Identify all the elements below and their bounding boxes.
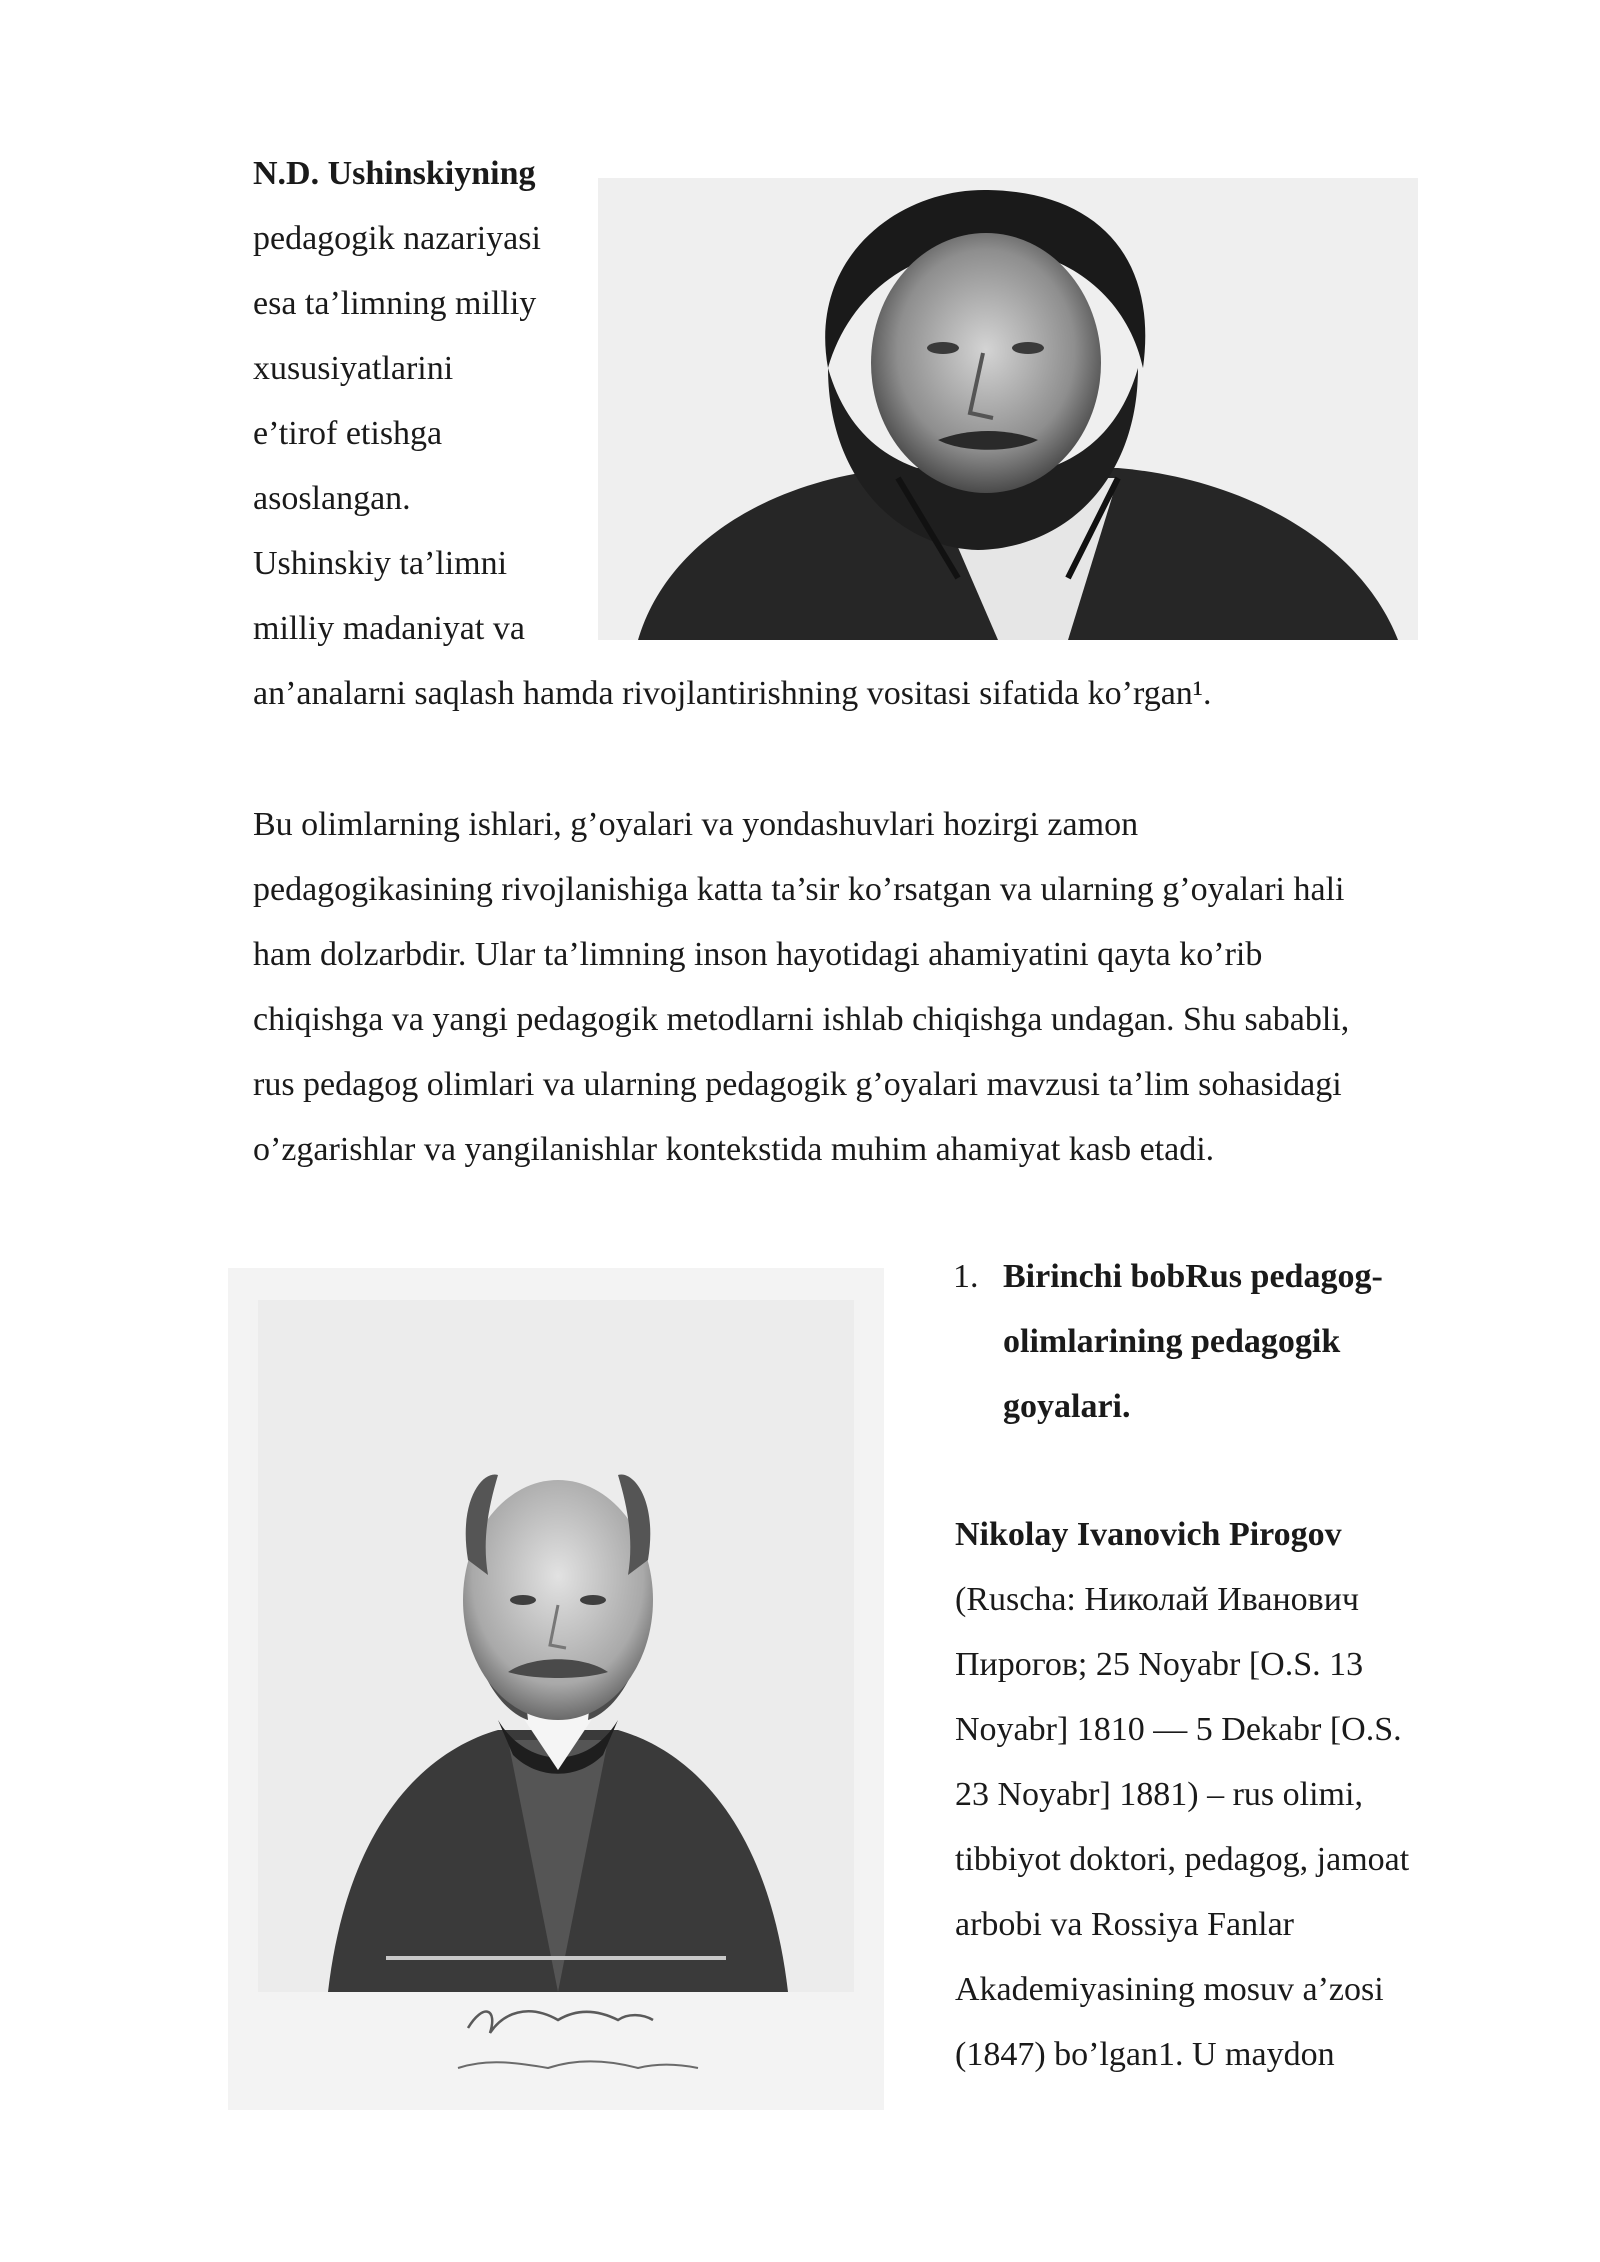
heading-number: 1. bbox=[953, 1258, 979, 1295]
paragraph-line: ham dolzarbdir. Ular ta’limning inson hayotidagi ahamiyatini qayta ko’rib bbox=[253, 936, 1263, 973]
pirogov-portrait bbox=[228, 1268, 884, 2110]
paragraph-line: milliy madaniyat va bbox=[253, 610, 525, 647]
paragraph-line: o’zgarishlar va yangilanishlar kontekstida muhim ahamiyat kasb etadi. bbox=[253, 1131, 1215, 1168]
paragraph-line: an’analarni saqlash hamda rivojlantirishning vositasi sifatida ko’rgan¹. bbox=[253, 675, 1212, 712]
pirogov-name: Nikolay Ivanovich Pirogov bbox=[955, 1516, 1342, 1553]
chapter-heading: goyalari. bbox=[1003, 1388, 1131, 1425]
paragraph-line: Bu olimlarning ishlari, g’oyalari va yondashuvlari hozirgi zamon bbox=[253, 806, 1139, 843]
paragraph-line: e’tirof etishga bbox=[253, 415, 443, 452]
paragraph-line: chiqishga va yangi pedagogik metodlarni ishlab chiqishga undagan. Shu sababli, bbox=[253, 1001, 1350, 1038]
paragraph-line: esa ta’limning milliy bbox=[253, 285, 537, 322]
paragraph-line: Пирогов; 25 Noyabr [O.S. 13 bbox=[955, 1646, 1364, 1683]
ushinskiy-portrait-drawing bbox=[598, 178, 1418, 640]
signature bbox=[228, 1268, 884, 2110]
paragraph-line: asoslangan. bbox=[253, 480, 411, 517]
paragraph-line: 23 Noyabr] 1881) – rus olimi, bbox=[955, 1776, 1363, 1813]
paragraph-line: Akademiyasining mosuv a’zosi bbox=[955, 1971, 1384, 2008]
chapter-heading: Birinchi bobRus pedagog- bbox=[1003, 1258, 1383, 1295]
paragraph-line: xususiyatlarini bbox=[253, 350, 454, 387]
paragraph-line: pedagogikasining rivojlanishiga katta ta’sir ko’rsatgan va ularning g’oyalari hali bbox=[253, 871, 1345, 908]
paragraph-line: pedagogik nazariyasi bbox=[253, 220, 541, 257]
chapter-heading: olimlarining pedagogik bbox=[1003, 1323, 1341, 1360]
ushinskiy-portrait bbox=[598, 178, 1418, 640]
paragraph-line: Noyabr] 1810 — 5 Dekabr [O.S. bbox=[955, 1711, 1402, 1748]
paragraph-line: rus pedagog olimlari va ularning pedagogik g’oyalari mavzusi ta’lim sohasidagi bbox=[253, 1066, 1342, 1103]
ushinskiy-name: N.D. Ushinskiyning bbox=[253, 155, 536, 192]
paragraph-line: (1847) bo’lgan1. U maydon bbox=[955, 2036, 1335, 2073]
paragraph-line: Ushinskiy ta’limni bbox=[253, 545, 508, 582]
paragraph-line: (Ruscha: Николай Иванович bbox=[955, 1581, 1359, 1618]
paragraph-line: tibbiyot doktori, pedagog, jamoat bbox=[955, 1841, 1410, 1878]
paragraph-line: arbobi va Rossiya Fanlar bbox=[955, 1906, 1294, 1943]
